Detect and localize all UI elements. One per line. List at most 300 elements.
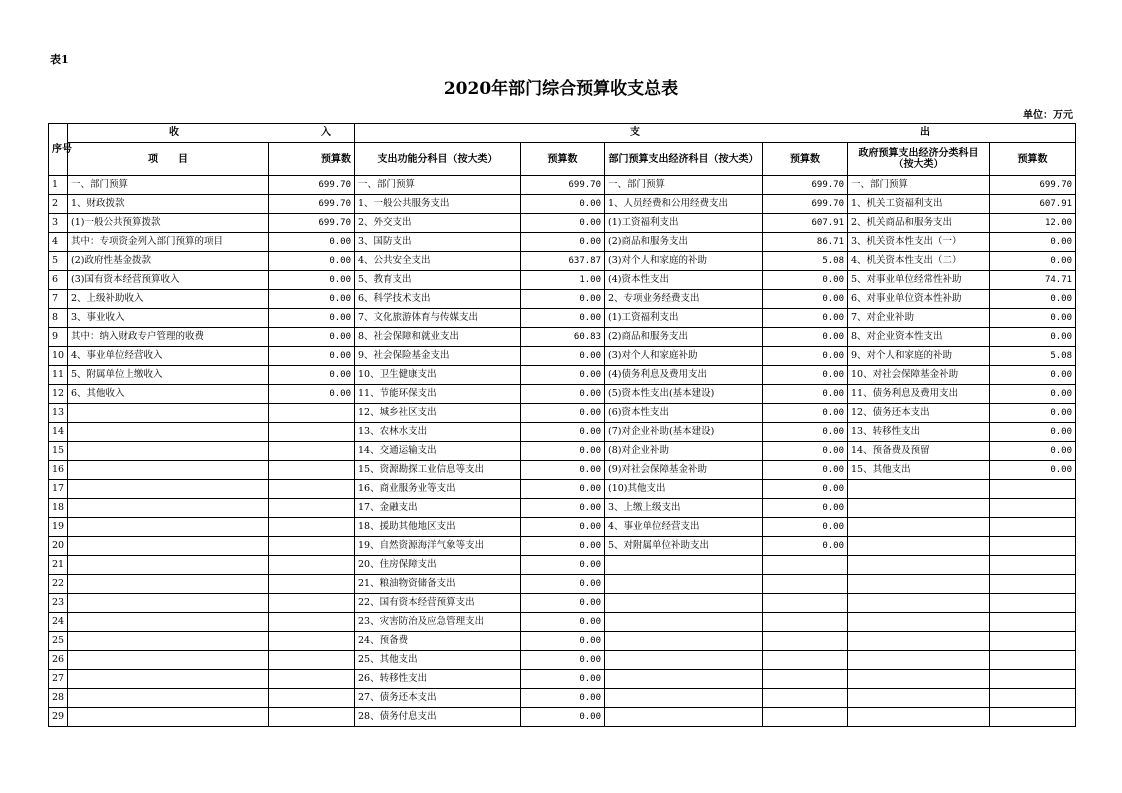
gov-econ-budget-cell: 5.08 [990,347,1076,366]
table-row [49,385,1076,404]
col-dept-econ-budget: 预算数 [763,143,848,176]
expense-group-header [355,124,1076,143]
seq-cell: 5 [49,252,68,271]
gov-econ-item-cell: 10、对社会保障基金补助 [848,366,990,385]
gov-econ-budget-cell: 0.00 [990,309,1076,328]
table-row [49,271,1076,290]
col-income-item: 项 目 [68,143,269,176]
gov-econ-budget-cell: 12.00 [990,214,1076,233]
function-budget-cell: 0.00 [521,499,605,518]
dept-econ-budget-cell: 0.00 [763,423,848,442]
table-row [49,613,1076,632]
gov-econ-item-cell [848,556,990,575]
dept-econ-budget-cell: 0.00 [763,290,848,309]
function-budget-cell: 0.00 [521,537,605,556]
seq-cell: 13 [49,404,68,423]
function-budget-cell: 0.00 [521,480,605,499]
function-budget-cell: 0.00 [521,423,605,442]
gov-econ-item-cell [848,518,990,537]
function-item-cell: 8、社会保障和就业支出 [355,328,521,347]
seq-header: 序号 [49,124,68,176]
seq-cell: 20 [49,537,68,556]
seq-cell: 19 [49,518,68,537]
seq-cell: 25 [49,632,68,651]
function-item-cell: 22、国有资本经营预算支出 [355,594,521,613]
income-budget-cell: 0.00 [269,347,355,366]
page-title: 2020年部门综合预算收支总表 [443,79,679,99]
table-row [49,404,1076,423]
gov-econ-budget-cell [990,708,1076,727]
table-row [49,651,1076,670]
gov-econ-budget-cell [990,537,1076,556]
function-item-cell: 18、援助其他地区支出 [355,518,521,537]
function-item-cell: 12、城乡社区支出 [355,404,521,423]
dept-econ-budget-cell: 0.00 [763,347,848,366]
income-group-char-1: 收 [169,127,179,138]
dept-econ-item-cell: 5、对附属单位补助支出 [605,537,763,556]
gov-econ-budget-cell: 0.00 [990,404,1076,423]
function-item-cell: 19、自然资源海洋气象等支出 [355,537,521,556]
function-budget-cell: 0.00 [521,233,605,252]
col-function-item: 支出功能分科目（按大类） [355,143,521,176]
dept-econ-item-cell: (3)对个人和家庭补助 [605,347,763,366]
dept-econ-budget-cell: 0.00 [763,366,848,385]
function-budget-cell: 0.00 [521,708,605,727]
dept-econ-item-cell: (2)商品和服务支出 [605,328,763,347]
gov-econ-item-cell: 8、对企业资本性支出 [848,328,990,347]
function-budget-cell: 0.00 [521,214,605,233]
dept-econ-budget-cell: 699.70 [763,176,848,195]
function-item-cell: 6、科学技术支出 [355,290,521,309]
seq-cell: 14 [49,423,68,442]
gov-econ-item-cell: 4、机关资本性支出（二） [848,252,990,271]
dept-econ-budget-cell: 699.70 [763,195,848,214]
function-budget-cell: 0.00 [521,385,605,404]
dept-econ-budget-cell: 5.08 [763,252,848,271]
gov-econ-item-cell: 1、机关工资福利支出 [848,195,990,214]
seq-cell: 10 [49,347,68,366]
gov-econ-budget-cell: 0.00 [990,233,1076,252]
gov-econ-item-cell: 5、对事业单位经常性补助 [848,271,990,290]
function-item-cell: 15、资源勘探工业信息等支出 [355,461,521,480]
function-budget-cell: 0.00 [521,461,605,480]
income-item-cell: 3、事业收入 [68,309,269,328]
table-row [49,309,1076,328]
dept-econ-item-cell: (9)对社会保障基金补助 [605,461,763,480]
function-item-cell: 16、商业服务业等支出 [355,480,521,499]
dept-econ-item-cell [605,708,763,727]
function-budget-cell: 0.00 [521,195,605,214]
gov-econ-item-cell: 一、部门预算 [848,176,990,195]
income-item-cell: 2、上级补助收入 [68,290,269,309]
seq-cell: 3 [49,214,68,233]
seq-cell: 9 [49,328,68,347]
gov-econ-item-cell: 12、债务还本支出 [848,404,990,423]
table-row [49,442,1076,461]
gov-econ-budget-cell [990,556,1076,575]
table-row [49,499,1076,518]
gov-econ-budget-cell: 0.00 [990,442,1076,461]
table-row [49,670,1076,689]
dept-econ-item-cell: (1)工资福利支出 [605,309,763,328]
gov-econ-item-cell [848,594,990,613]
seq-cell: 16 [49,461,68,480]
income-item-cell [68,689,269,708]
income-item-cell [68,499,269,518]
function-budget-cell: 0.00 [521,594,605,613]
income-budget-cell [269,613,355,632]
income-item-cell [68,480,269,499]
gov-econ-item-cell [848,708,990,727]
seq-cell: 2 [49,195,68,214]
dept-econ-item-cell [605,613,763,632]
gov-econ-budget-cell: 0.00 [990,252,1076,271]
seq-cell: 27 [49,670,68,689]
seq-cell: 26 [49,651,68,670]
seq-cell: 29 [49,708,68,727]
dept-econ-budget-cell [763,575,848,594]
col-dept-econ-item: 部门预算支出经济科目（按大类） [605,143,763,176]
income-budget-cell [269,537,355,556]
dept-econ-item-cell [605,632,763,651]
gov-econ-item-cell [848,480,990,499]
gov-econ-budget-cell: 74.71 [990,271,1076,290]
table-row [49,252,1076,271]
function-item-cell: 7、文化旅游体育与传媒支出 [355,309,521,328]
function-budget-cell: 0.00 [521,613,605,632]
dept-econ-budget-cell: 0.00 [763,537,848,556]
table-row [49,195,1076,214]
income-group-header [68,124,355,143]
dept-econ-item-cell: (8)对企业补助 [605,442,763,461]
table-body [49,176,1076,727]
function-budget-cell: 0.00 [521,670,605,689]
income-budget-cell [269,689,355,708]
dept-econ-budget-cell: 0.00 [763,404,848,423]
function-item-cell: 21、粮油物资储备支出 [355,575,521,594]
function-item-cell: 20、住房保障支出 [355,556,521,575]
income-item-cell [68,556,269,575]
seq-cell: 4 [49,233,68,252]
table-row [49,461,1076,480]
function-budget-cell: 0.00 [521,309,605,328]
income-item-cell: 1、财政拨款 [68,195,269,214]
dept-econ-budget-cell [763,632,848,651]
income-item-cell [68,575,269,594]
dept-econ-item-cell: 3、上缴上级支出 [605,499,763,518]
function-item-cell: 5、教育支出 [355,271,521,290]
dept-econ-item-cell [605,689,763,708]
gov-econ-budget-cell: 0.00 [990,385,1076,404]
dept-econ-budget-cell: 0.00 [763,385,848,404]
gov-econ-budget-cell [990,575,1076,594]
unit-label: 单位：万元 [1023,110,1073,121]
income-item-cell: 4、事业单位经营收入 [68,347,269,366]
income-item-cell [68,537,269,556]
seq-cell: 21 [49,556,68,575]
function-budget-cell: 0.00 [521,575,605,594]
dept-econ-budget-cell [763,689,848,708]
income-budget-cell [269,575,355,594]
table-row [49,176,1076,195]
table-row [49,708,1076,727]
table-row [49,214,1076,233]
income-budget-cell: 0.00 [269,271,355,290]
seq-cell: 15 [49,442,68,461]
function-item-cell: 25、其他支出 [355,651,521,670]
seq-cell: 1 [49,176,68,195]
dept-econ-item-cell [605,651,763,670]
function-budget-cell: 0.00 [521,518,605,537]
dept-econ-budget-cell [763,708,848,727]
table-row [49,575,1076,594]
income-item-cell: 一、部门预算 [68,176,269,195]
income-budget-cell: 0.00 [269,385,355,404]
function-item-cell: 2、外交支出 [355,214,521,233]
dept-econ-item-cell: 2、专项业务经费支出 [605,290,763,309]
income-budget-cell [269,480,355,499]
dept-econ-budget-cell [763,670,848,689]
income-budget-cell [269,594,355,613]
seq-cell: 6 [49,271,68,290]
header-group-row [49,124,1076,143]
gov-econ-budget-cell: 699.70 [990,176,1076,195]
table-row [49,632,1076,651]
function-budget-cell: 0.00 [521,556,605,575]
gov-econ-item-cell [848,499,990,518]
dept-econ-budget-cell [763,594,848,613]
dept-econ-budget-cell: 0.00 [763,309,848,328]
seq-cell: 22 [49,575,68,594]
gov-econ-budget-cell [990,689,1076,708]
gov-econ-budget-cell: 607.91 [990,195,1076,214]
seq-cell: 11 [49,366,68,385]
dept-econ-budget-cell [763,613,848,632]
seq-cell: 7 [49,290,68,309]
income-item-cell [68,632,269,651]
dept-econ-item-cell: (10)其他支出 [605,480,763,499]
dept-econ-item-cell [605,670,763,689]
function-budget-cell: 637.87 [521,252,605,271]
gov-econ-item-cell: 11、债务利息及费用支出 [848,385,990,404]
function-item-cell: 28、债务付息支出 [355,708,521,727]
table-row [49,423,1076,442]
gov-econ-item-cell [848,613,990,632]
gov-econ-budget-cell [990,670,1076,689]
income-item-cell [68,461,269,480]
seq-cell: 8 [49,309,68,328]
income-item-cell: (3)国有资本经营预算收入 [68,271,269,290]
gov-econ-budget-cell: 0.00 [990,328,1076,347]
gov-econ-item-cell: 2、机关商品和服务支出 [848,214,990,233]
dept-econ-budget-cell: 0.00 [763,442,848,461]
gov-econ-item-cell [848,575,990,594]
seq-cell: 23 [49,594,68,613]
income-budget-cell: 0.00 [269,309,355,328]
income-item-cell [68,594,269,613]
income-item-cell: 5、附属单位上缴收入 [68,366,269,385]
dept-econ-item-cell: (3)对个人和家庭的补助 [605,252,763,271]
dept-econ-item-cell: 4、事业单位经营支出 [605,518,763,537]
income-budget-cell [269,670,355,689]
expense-group-char-2: 出 [920,127,931,138]
function-item-cell: 23、灾害防治及应急管理支出 [355,613,521,632]
dept-econ-item-cell: 一、部门预算 [605,176,763,195]
income-budget-cell: 699.70 [269,176,355,195]
table-row [49,556,1076,575]
income-item-cell: 6、其他收入 [68,385,269,404]
income-budget-cell [269,651,355,670]
dept-econ-budget-cell [763,556,848,575]
income-item-cell [68,613,269,632]
dept-econ-item-cell: 1、人员经费和公用经费支出 [605,195,763,214]
seq-cell: 24 [49,613,68,632]
gov-econ-budget-cell [990,632,1076,651]
col-function-budget: 预算数 [521,143,605,176]
function-item-cell: 4、公共安全支出 [355,252,521,271]
function-item-cell: 11、节能环保支出 [355,385,521,404]
income-item-cell [68,670,269,689]
table-row [49,290,1076,309]
income-budget-cell: 699.70 [269,195,355,214]
function-item-cell: 14、交通运输支出 [355,442,521,461]
function-item-cell: 27、债务还本支出 [355,689,521,708]
income-budget-cell [269,708,355,727]
income-budget-cell [269,499,355,518]
table-row [49,366,1076,385]
income-budget-cell [269,632,355,651]
function-budget-cell: 60.83 [521,328,605,347]
gov-econ-item-cell: 15、其他支出 [848,461,990,480]
function-budget-cell: 0.00 [521,404,605,423]
gov-econ-item-cell: 7、对企业补助 [848,309,990,328]
gov-econ-budget-cell [990,480,1076,499]
function-item-cell: 1、一般公共服务支出 [355,195,521,214]
dept-econ-budget-cell: 86.71 [763,233,848,252]
dept-econ-item-cell [605,556,763,575]
income-budget-cell [269,404,355,423]
gov-econ-item-cell: 13、转移性支出 [848,423,990,442]
gov-econ-item-cell: 14、预备费及预留 [848,442,990,461]
budget-table [48,123,1076,727]
income-budget-cell: 0.00 [269,252,355,271]
function-budget-cell: 0.00 [521,366,605,385]
table-row [49,347,1076,366]
function-budget-cell: 0.00 [521,689,605,708]
seq-cell: 12 [49,385,68,404]
dept-econ-budget-cell: 0.00 [763,461,848,480]
function-item-cell: 17、金融支出 [355,499,521,518]
income-budget-cell [269,442,355,461]
gov-econ-budget-cell: 0.00 [990,461,1076,480]
income-item-cell [68,518,269,537]
dept-econ-budget-cell: 0.00 [763,499,848,518]
function-item-cell: 9、社会保险基金支出 [355,347,521,366]
income-budget-cell: 0.00 [269,328,355,347]
gov-econ-budget-cell [990,594,1076,613]
dept-econ-budget-cell: 0.00 [763,480,848,499]
income-budget-cell: 0.00 [269,233,355,252]
income-item-cell [68,442,269,461]
function-item-cell: 26、转移性支出 [355,670,521,689]
gov-econ-budget-cell [990,613,1076,632]
income-group-char-2: 入 [321,127,331,138]
gov-econ-budget-cell [990,651,1076,670]
col-gov-econ-item: 政府预算支出经济分类科目（按大类） [848,143,990,176]
dept-econ-budget-cell: 0.00 [763,518,848,537]
income-item-cell [68,651,269,670]
income-budget-cell [269,461,355,480]
col-gov-econ-budget: 预算数 [990,143,1076,176]
col-income-budget: 预算数 [269,143,355,176]
table-row [49,537,1076,556]
income-budget-cell: 0.00 [269,290,355,309]
income-budget-cell: 699.70 [269,214,355,233]
table-tag: 表1 [50,53,69,66]
header-column-row [49,143,1076,176]
income-budget-cell [269,518,355,537]
income-budget-cell [269,423,355,442]
dept-econ-item-cell [605,594,763,613]
gov-econ-item-cell [848,651,990,670]
income-item-cell: (1)一般公共预算拨款 [68,214,269,233]
gov-econ-budget-cell: 0.00 [990,366,1076,385]
dept-econ-item-cell: (5)资本性支出(基本建设) [605,385,763,404]
seq-cell: 18 [49,499,68,518]
function-budget-cell: 0.00 [521,632,605,651]
table-row [49,518,1076,537]
dept-econ-budget-cell [763,651,848,670]
function-budget-cell: 0.00 [521,347,605,366]
gov-econ-budget-cell: 0.00 [990,290,1076,309]
income-item-cell [68,423,269,442]
gov-econ-budget-cell: 0.00 [990,423,1076,442]
table-row [49,594,1076,613]
function-budget-cell: 699.70 [521,176,605,195]
gov-econ-item-cell: 9、对个人和家庭的补助 [848,347,990,366]
dept-econ-item-cell: (7)对企业补助(基本建设) [605,423,763,442]
function-item-cell: 3、国防支出 [355,233,521,252]
seq-cell: 17 [49,480,68,499]
gov-econ-budget-cell [990,499,1076,518]
expense-group-char-1: 支 [630,127,641,138]
function-budget-cell: 0.00 [521,651,605,670]
function-item-cell: 10、卫生健康支出 [355,366,521,385]
function-item-cell: 13、农林水支出 [355,423,521,442]
income-budget-cell: 0.00 [269,366,355,385]
dept-econ-item-cell: (4)资本性支出 [605,271,763,290]
function-budget-cell: 0.00 [521,442,605,461]
income-budget-cell [269,556,355,575]
income-item-cell: 其中：纳入财政专户管理的收费 [68,328,269,347]
seq-cell: 28 [49,689,68,708]
function-budget-cell: 1.00 [521,271,605,290]
dept-econ-budget-cell: 607.91 [763,214,848,233]
table-row [49,480,1076,499]
table-row [49,233,1076,252]
gov-econ-item-cell: 3、机关资本性支出（一） [848,233,990,252]
gov-econ-item-cell [848,537,990,556]
gov-econ-budget-cell [990,518,1076,537]
dept-econ-item-cell: (4)债务利息及费用支出 [605,366,763,385]
income-item-cell: 其中：专项资金列入部门预算的项目 [68,233,269,252]
income-item-cell: (2)政府性基金拨款 [68,252,269,271]
dept-econ-budget-cell: 0.00 [763,271,848,290]
gov-econ-item-cell: 6、对事业单位资本性补助 [848,290,990,309]
dept-econ-item-cell: (6)资本性支出 [605,404,763,423]
gov-econ-item-cell [848,632,990,651]
table-row [49,689,1076,708]
